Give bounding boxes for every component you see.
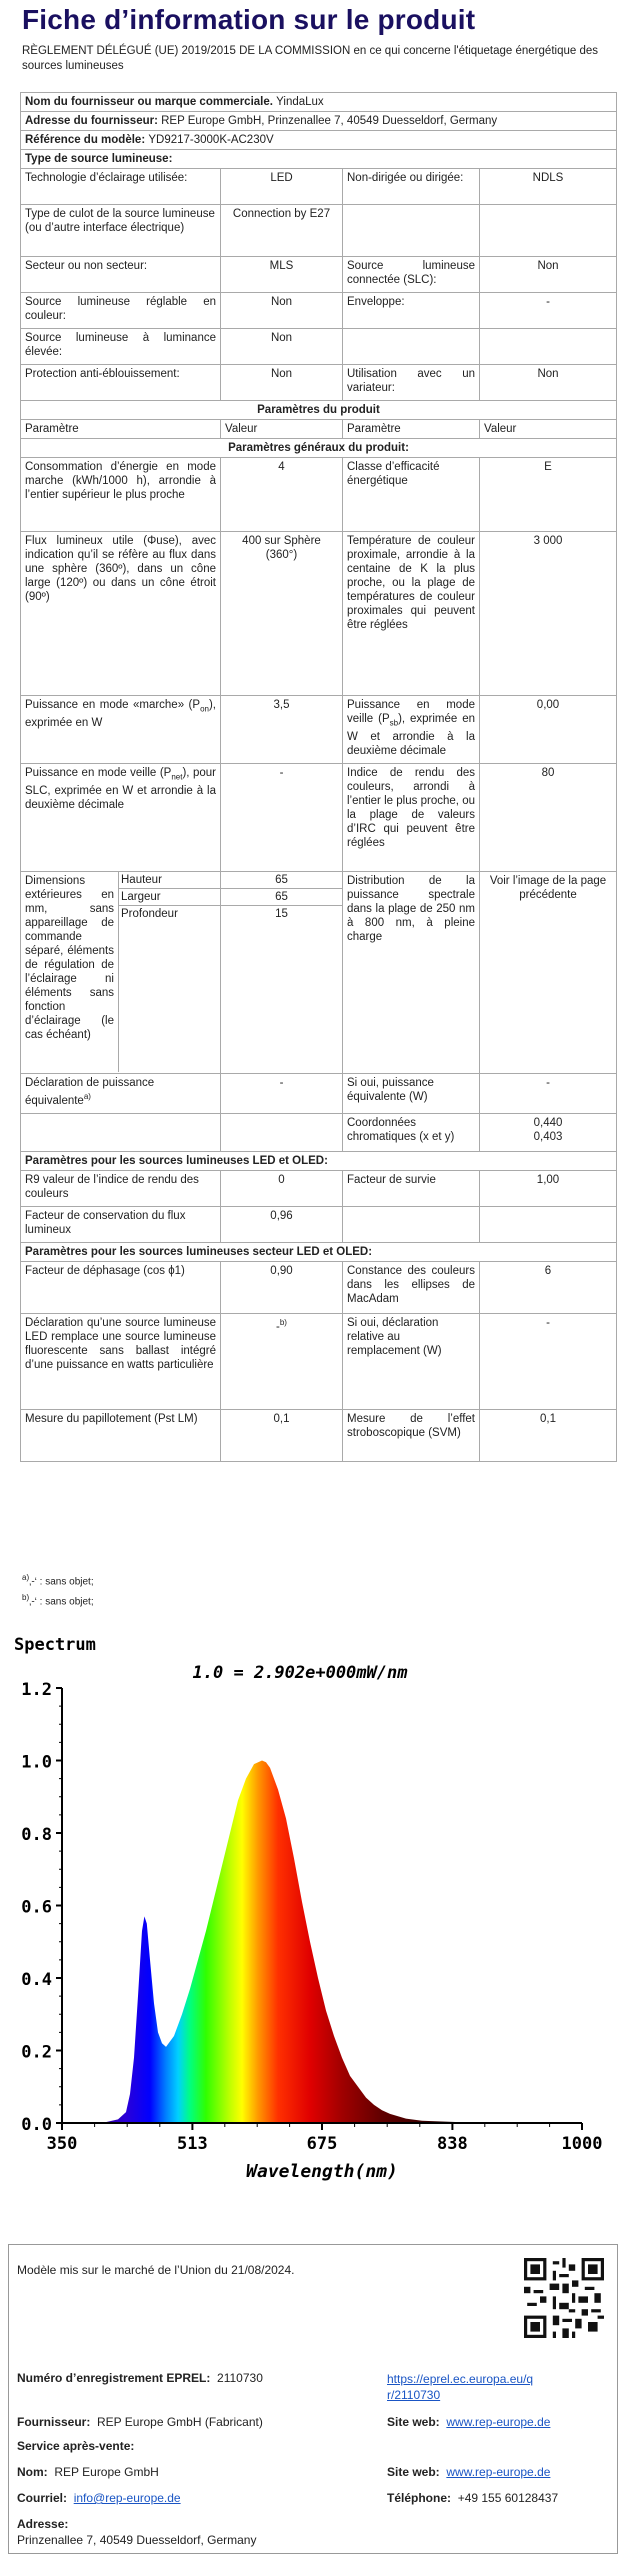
type-label [343,205,480,257]
spectrum-series-area [62,1761,582,2124]
dim-value: 65 [221,872,342,889]
footnote-a: $^{a)}$‚-‘ : sans objet; [22,1573,94,1588]
dim-name: Profondeur [121,908,178,920]
model-row [21,131,617,150]
survival-value: 1,00 [480,1171,617,1207]
led-heading-row [21,1152,617,1171]
type-row [21,257,617,293]
strobo-label: Mesure de l’effet stroboscopique (SVM) [343,1410,480,1462]
r9-value: 0 [221,1171,343,1207]
param-row [21,1207,617,1243]
cri-label: Indice de rendu des couleurs, arrondi à l’entier le plus proche, ou la plage de valeurs d’IRC qui peuvent être réglées [343,764,480,872]
equiv-value: - [221,1074,343,1114]
dims-values [221,872,342,922]
equiv-label: Déclaration de puissance équivalente$^{a)}$ [21,1074,221,1114]
replace-label: Déclaration qu’une source lumineuse LED remplace une source lumineuse fluorescente sans ballast intégré d’une puissance en watts particulière [21,1314,221,1410]
eprel-number: Numéro d’enregistrement EPREL: 2110730 [17,2371,263,2385]
spd-value: Voir l’image de la page précédente [480,872,617,1074]
param-row [21,458,617,532]
standby-label: Puissance en mode veille $(P_{sb})$, exprimée en W et arrondie à la deuxième décimale [343,696,480,764]
service-website-link[interactable]: www.rep-europe.de [446,2465,551,2479]
params-column-row [21,420,617,439]
type-label: Protection anti-éblouissement: [21,365,221,401]
type-row [21,329,617,365]
y-tick-label: 0.6 [21,1897,52,1918]
type-label-sub: (ou d’autre interface électrique) [25,222,185,234]
x-tick-label: 350 [46,2134,78,2154]
consumption-value: 4 [221,458,343,532]
standby-value: 0,00 [480,696,617,764]
service-heading: Service après-vente: [17,2439,135,2453]
col-value: Valeur [480,420,617,439]
footnote-b: $^{b)}$‚-‘ : sans objet; [22,1593,94,1608]
param-row [21,1074,617,1114]
product-info-table [20,92,617,1462]
flicker-label: Mesure du papillotement (Pst LM) [21,1410,221,1462]
supplier-name-value: YindaLux [276,96,324,108]
supplier-address-value: REP Europe GmbH, Prinzenallee 7, 40549 Duesseldorf, Germany [161,115,498,127]
dim-value: 65 [221,889,342,906]
address-value: Prinzenallee 7, 40549 Duesseldorf, Germany [17,2533,257,2547]
param-row [21,872,617,1074]
type-label [343,329,480,365]
eprel-link[interactable]: https://eprel.ec.europa.eu/qr/2110730 [387,2372,534,2402]
type-label: Source lumineuse réglable en couleur: [21,293,221,329]
replace-w-label: Si oui, déclaration relative au remplacement (W) [343,1314,480,1410]
type-row [21,293,617,329]
type-label: Source lumineuse connectée (SLC): [343,257,480,293]
supplier-name-label: Nom du fournisseur ou marque commerciale. [25,96,273,108]
flicker-value: 0,1 [221,1410,343,1462]
page-title: Fiche d’information sur le produit [22,4,476,35]
params-heading: Paramètres du produit [21,401,617,420]
general-heading: Paramètres généraux du produit: [21,439,617,458]
net-standby-label: Puissance en mode veille $(P_{net})$, pour SLC, exprimée en W et arrondie à la deuxième décimale [21,764,221,872]
type-row [21,205,617,257]
equiv-w-label: Si oui, puissance équivalente (W) [343,1074,480,1114]
website-line: Site web: www.rep-europe.de [387,2415,551,2429]
flux-label: Flux lumineux utile (Φuse), avec indication qu’il se réfère au flux dans une sphère (360º), dans un cône large (120º) ou dans un cône étroit (90º) [21,532,221,696]
type-value: MLS [221,257,343,293]
col-value: Valeur [221,420,343,439]
chart-annotation: 1.0 = 2.902e+000mW/nm [192,1663,408,1683]
y-tick-label: 1.0 [21,1752,52,1773]
type-value [480,329,617,365]
y-tick-label: 0.8 [21,1825,52,1845]
r9-label: R9 valeur de l’indice de rendu des couleurs [21,1171,221,1207]
macadam-value: 6 [480,1262,617,1314]
market-text: Modèle mis sur le marché de l’Union du 21/08/2024. [17,2263,295,2277]
service-website-line: Site web: www.rep-europe.de [387,2465,551,2479]
type-value [480,205,617,257]
cri-value: 80 [480,764,617,872]
cct-value: 3 000 [480,532,617,696]
spectrum-chart [0,1628,624,2228]
eprel-footer [8,2244,618,2554]
type-label: Enveloppe: [343,293,480,329]
col-param: Paramètre [21,420,221,439]
supplier-line: Fournisseur: REP Europe GmbH (Fabricant) [17,2415,263,2429]
type-label: Secteur ou non secteur: [21,257,221,293]
flux-value: 400 sur Sphère (360°) [221,532,343,696]
address-label: Adresse: [17,2517,69,2531]
y-tick-label: 1.2 [21,1680,52,1700]
type-value: Non [221,329,343,365]
type-value: - [480,293,617,329]
param-row [21,1114,617,1152]
type-label: Non-dirigée ou dirigée: [343,169,480,205]
type-value: Non [480,257,617,293]
power-on-value: 3,5 [221,696,343,764]
dim-name: Hauteur [119,872,220,889]
maintenance-value: 0,96 [221,1207,343,1243]
regulation-subtitle: RÈGLEMENT DÉLÉGUÉ (UE) 2019/2015 DE LA COMMISSION en ce qui concerne l'étiquetage énergétique des sources lumineuses [22,45,598,72]
type-row [21,365,617,401]
phase-value: 0,90 [221,1262,343,1314]
param-row [21,764,617,872]
chart-title: Spectrum [14,1635,96,1655]
type-label: Utilisation avec un variateur: [343,365,480,401]
type-value: Non [221,293,343,329]
param-row [21,1171,617,1207]
param-row [21,1410,617,1462]
y-tick-label: 0.2 [21,2042,52,2063]
dims-label: Dimensions extérieures en mm, sans appareillage de commande séparé, éléments de régulation de l’éclairage ni éléments sans fonction d’éclairage (le cas échéant) [21,872,119,1072]
phase-label: Facteur de déphasage (cos ϕ1) [21,1262,221,1314]
website-link[interactable]: www.rep-europe.de [446,2415,551,2429]
dims-sub-table [119,872,220,922]
consumption-label: Consommation d’énergie en mode marche (kWh/1000 h), arrondie à l’entier supérieur le plus proche [21,458,221,532]
x-tick-label: 1000 [561,2134,603,2154]
replace-w-value: - [480,1314,617,1410]
service-name-line: Nom: REP Europe GmbH [17,2465,159,2479]
efficiency-value: E [480,458,617,532]
x-tick-label: 838 [437,2134,468,2154]
model-value: YD9217-3000K-AC230V [148,134,274,146]
macadam-label: Constance des couleurs dans les ellipses de MacAdam [343,1262,480,1314]
type-heading: Type de source lumineuse: [21,150,617,169]
spd-label: Distribution de la puissance spectrale dans la plage de 250 nm à 800 nm, à pleine charge [343,872,480,1074]
type-value: NDLS [480,169,617,205]
dim-value: 15 [275,908,288,920]
dim-name: Largeur [119,889,220,906]
type-label: Source lumineuse à luminance élevée: [21,329,221,365]
type-value: Non [221,365,343,401]
email-link[interactable]: info@rep-europe.de [73,2491,181,2505]
chroma-value: 0,440 0,403 [480,1114,617,1152]
type-label: Technologie d’éclairage utilisée: [21,169,221,205]
type-heading-row [21,150,617,169]
maintenance-label: Facteur de conservation du flux lumineux [21,1207,221,1243]
params-heading-row [21,401,617,420]
y-tick-label: 0.4 [21,1970,52,1990]
x-tick-label: 675 [306,2134,338,2154]
param-row [21,1262,617,1314]
type-row [21,169,617,205]
equiv-w-value: - [480,1074,617,1114]
qr-code-icon [524,2258,604,2338]
param-row [21,1314,617,1410]
x-tick-label: 513 [177,2134,208,2154]
email-line: Courriel: info@rep-europe.de [17,2491,181,2505]
type-value: Connection by E27 [221,205,343,257]
replace-value: -$^{b)}$ [221,1314,343,1410]
strobo-value: 0,1 [480,1410,617,1462]
supplier-address-row [21,112,617,131]
mains-heading-row [21,1243,617,1262]
param-row [21,532,617,696]
phone-line: Téléphone: +49 155 60128437 [387,2491,559,2505]
type-value: Non [480,365,617,401]
led-heading: Paramètres pour les sources lumineuses LED et OLED: [21,1152,617,1171]
supplier-address-label: Adresse du fournisseur: [25,115,158,127]
type-value: LED [221,169,343,205]
model-label: Référence du modèle: [25,134,146,146]
survival-label: Facteur de survie [343,1171,480,1207]
efficiency-label: Classe d’efficacité énergétique [343,458,480,532]
net-standby-value: - [221,764,343,872]
mains-heading: Paramètres pour les sources lumineuses secteur LED et OLED: [21,1243,617,1262]
y-tick-label: 0.0 [21,2115,52,2135]
cct-label: Température de couleur proximale, arrondie à la centaine de K la plus proche, ou la plage de températures de couleur proximales qui peuvent être réglées [343,532,480,696]
supplier-name-row [21,93,617,112]
col-param: Paramètre [343,420,480,439]
general-heading-row [21,439,617,458]
param-row [21,696,617,764]
type-label: Type de culot de la source lumineuse [25,208,215,220]
x-axis-label: Wavelength(nm) [246,2161,398,2182]
power-on-label: Puissance en mode «marche» $(P_{on})$, exprimée en W [21,696,221,764]
chroma-label: Coordonnées chromatiques (x et y) [343,1114,480,1152]
